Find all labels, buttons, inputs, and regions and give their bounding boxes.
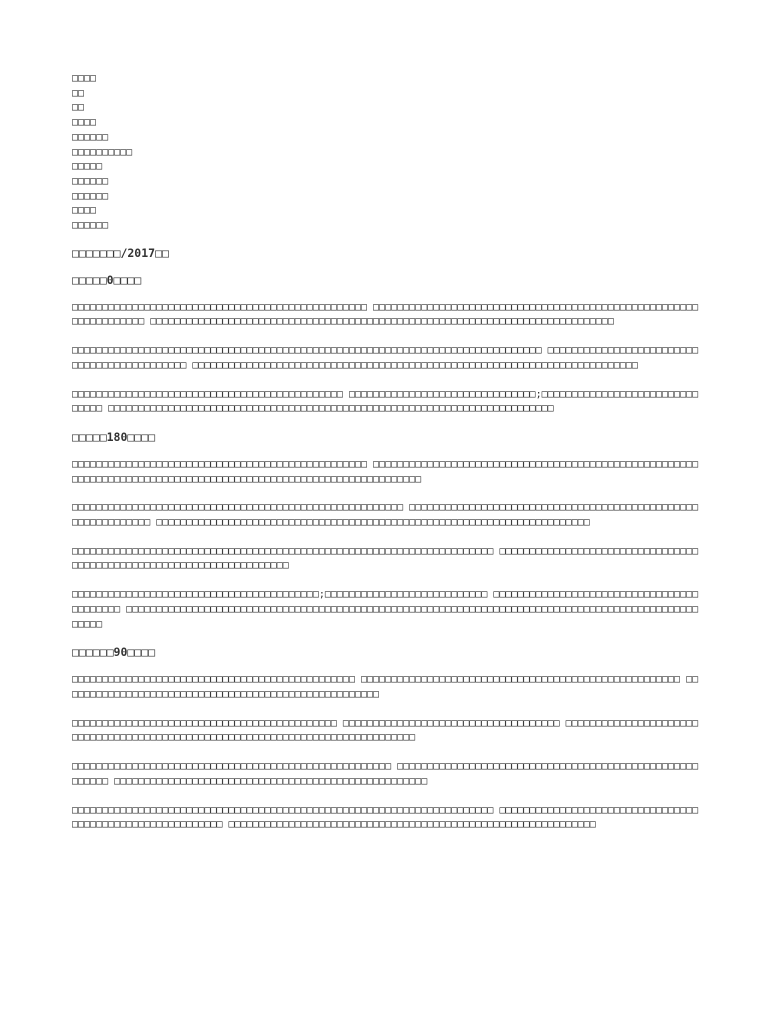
paragraph: □□□□□□□□□□□□□□□□□□□□□□□□□□□□□□□□□□□□□□□□□□□□□□□□□□□□□ □□□□□□□□□□□□□□□□□□□□□□□□□□□□□□□□□□□□□□□□□□□□□□□□□□□□□□□□ □□□□□□□□□□□□□□□□□□□□□□□□□□□□□□□□□□□□□□□□□□□□□□□□□□□□ bbox=[72, 761, 699, 787]
header-line: □□□□□□ bbox=[72, 175, 109, 187]
paragraph: □□□□□□□□□□□□□□□□□□□□□□□□□□□□□□□□□□□□□□□□□□□□□□□□□ □□□□□□□□□□□□□□□□□□□□□□□□□□□□□□□□□□□□□□□□□□□□□□□□□□□□□□□□□□□□□□□□□□ □□□□□□□□□□□□□□□□□□□□□□□□□□□□□□□□□□□□□□□□□□□□□□□□□□□□□□□□□□□□□□□□□□□□□□□□□□□□□ bbox=[72, 301, 699, 328]
section-2 bbox=[72, 430, 704, 632]
paragraph: □□□□□□□□□□□□□□□□□□□□□□□□□□□□□□□□□□□□□□□□□□□□□□□□□□□□□□□ □□□□□□□□□□□□□□□□□□□□□□□□□□□□□□□□□□□□□□□□□□□□□□□□□□□□□□□□□□□□□ □□□□□□□□□□□□□□□□□□□□□□□□□□□□□□□□□□□□□□□□□□□□□□□□□□□□□□□□□□□□□□□□□□□□□□□□ bbox=[72, 502, 699, 529]
paragraph: □□□□□□□□□□□□□□□□□□□□□□□□□□□□□□□□□□□□□□□□□□□□ □□□□□□□□□□□□□□□□□□□□□□□□□□□□□□□□□□□□ □□□□□□□□□□□□□□□□□□□□□□□□□□□□□□□□□□□□□□□□□□□□□□□□□□□□□□□□□□□□□□□□□□□□□□□□□□□□□□□ bbox=[72, 717, 699, 744]
paragraph: □□□□□□□□□□□□□□□□□□□□□□□□□□□□□□□□□□□□□□□□□□□□□□□□□□□□□□□□□□□□□□□□□□□□□□ □□□□□□□□□□□□□□□□□□□□□□□□□□□□□□□□□□□□□□□□□□□□□□□□□□□□□□□□□□□□□□□□□□□□□ bbox=[72, 545, 699, 572]
paragraph: □□□□□□□□□□□□□□□□□□□□□□□□□□□□□□□□□□□□□□□□□;□□□□□□□□□□□□□□□□□□□□□□□□□□□ □□□□□□□□□□□□□□□□□□□□□□□□□□□□□□□□□□□□□□□□□□ □□□□□□□□□□□□□□□□□□□□□□□□□□□□□□□□□□□□□□□□□□□□□□□□□□□□□□□□□□□□□□□□□□□□□□□□□□□□□□□□□□□□□□□□□□□□□□□□□□□□ bbox=[72, 589, 699, 630]
paragraph: □□□□□□□□□□□□□□□□□□□□□□□□□□□□□□□□□□□□□□□□□□□□□□□□□□□□□□□□□□□□□□□□□□□□□□□□□□□□□□ □□□□□□□□□□□□□□□□□□□□□□□□□□□□□□□□□□□□□□□□□□□□ □□□□□□□□□□□□□□□□□□□□□□□□□□□□□□□□□□□□□□□□□□□□□□□□□□□□□□□□□□□□□□□□□□□□□□□□□□ bbox=[72, 345, 699, 371]
section-1 bbox=[72, 273, 704, 417]
header-line: □□□□□□ bbox=[72, 190, 109, 202]
header-line: □□ bbox=[72, 102, 85, 114]
header-line: □□ bbox=[72, 87, 85, 99]
header-block bbox=[72, 72, 704, 234]
header-line: □□□□ bbox=[72, 117, 97, 129]
header-line: □□□□□ bbox=[72, 161, 103, 173]
section-heading: □□□□□180□□□□ bbox=[72, 429, 156, 444]
section-3 bbox=[72, 645, 704, 833]
section-heading: □□□□□0□□□□ bbox=[72, 272, 142, 287]
document-page bbox=[72, 72, 704, 843]
header-line: □□□□□□□□□□ bbox=[72, 146, 133, 158]
header-line: □□□□ bbox=[72, 73, 97, 84]
document-date: □□□□□□□/2017□□ bbox=[72, 245, 169, 260]
header-line: □□□□□□ bbox=[72, 131, 109, 143]
header-line: □□□□□□ bbox=[72, 220, 109, 232]
section-heading: □□□□□□90□□□□ bbox=[72, 645, 156, 660]
paragraph: □□□□□□□□□□□□□□□□□□□□□□□□□□□□□□□□□□□□□□□□□□□□□□□□□□□□□□□□□□□□□□□□□□□□□□ □□□□□□□□□□□□□□□□□□□□□□□□□□□□□□□□□□□□□□□□□□□□□□□□□□□□□□□□□□ □□□□□□□□□□□□□□□□□□□□□□□□□□□□□□□□□□□□□□□□□□□□□□□□□□□□□□□□□□□□□ bbox=[72, 804, 699, 831]
paragraph: □□□□□□□□□□□□□□□□□□□□□□□□□□□□□□□□□□□□□□□□□□□□□□□ □□□□□□□□□□□□□□□□□□□□□□□□□□□□□□□□□□□□□□□□□□□□□□□□□□□□□ □□□□□□□□□□□□□□□□□□□□□□□□□□□□□□□□□□□□□□□□□□□□□□□□□□□□□ bbox=[72, 674, 699, 700]
paragraph: □□□□□□□□□□□□□□□□□□□□□□□□□□□□□□□□□□□□□□□□□□□□□ □□□□□□□□□□□□□□□□□□□□□□□□□□□□□□□;□□□□□□□□□□□□□□□□□□□□□□□□□□□□□□□ □□□□□□□□□□□□□□□□□□□□□□□□□□□□□□□□□□□□□□□□□□□□□□□□□□□□□□□□□□□□□□□□□□□□□□□□□□ bbox=[72, 388, 699, 415]
header-line: □□□□ bbox=[72, 205, 97, 217]
paragraph: □□□□□□□□□□□□□□□□□□□□□□□□□□□□□□□□□□□□□□□□□□□□□□□□□ □□□□□□□□□□□□□□□□□□□□□□□□□□□□□□□□□□□□□□□□□□□□□□□□□□□□□□ □□□□□□□□□□□□□□□□□□□□□□□□□□□□□□□□□□□□□□□□□□□□□□□□□□□□□□□□□□ bbox=[72, 458, 699, 485]
